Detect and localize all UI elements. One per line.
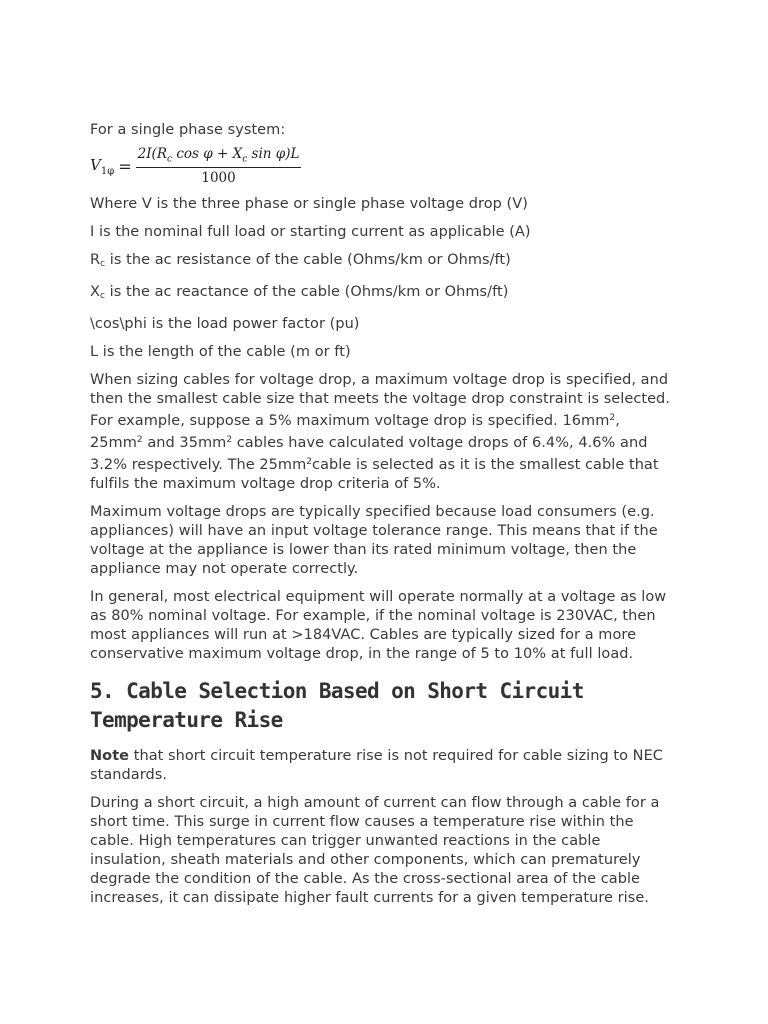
definition-i: I is the nominal full load or starting current as applicable (A) xyxy=(90,224,531,240)
paragraph-nominal-voltage: In general, most electrical equipment will operate normally at a voltage as low as 80% nominal voltage. For example, if the nominal voltage is 230VAC, then most appliances will run at >184VAC. Cables are typically sized for a more conservative maximum voltage drop, in the range of 5 to 10% at full load. xyxy=(90,589,667,662)
note-text: that short circuit temperature rise is not required for cable sizing to NEC standards. xyxy=(90,748,663,783)
para1-part-c: and 35mm xyxy=(142,435,227,451)
formula-equals: = xyxy=(118,156,132,176)
voltage-drop-formula xyxy=(90,144,675,188)
para1-part-a: When sizing cables for voltage drop, a maximum voltage drop is specified, and then the smallest cable size that meets the voltage drop constraint is selected. For example, suppose a 5% maximum voltage drop is specified. 16mm xyxy=(90,372,670,429)
section-heading: 5. Cable Selection Based on Short Circuit Temperature Rise xyxy=(90,679,584,732)
numerator-sub-1: c xyxy=(166,154,173,165)
paragraph-tolerance: Maximum voltage drops are typically specified because load consumers (e.g. appliances) will have an input voltage tolerance range. This means that if the voltage at the appliance is lower than its rated minimum voltage, then the appliance may not operate correctly. xyxy=(90,504,658,577)
formula-fraction xyxy=(136,146,302,186)
formula-denominator: 1000 xyxy=(201,169,236,186)
rc-subscript: c xyxy=(100,259,106,269)
note-label: Note xyxy=(90,748,130,764)
definition-l: L is the length of the cable (m or ft) xyxy=(90,344,351,360)
definition-xc xyxy=(90,283,675,306)
formula-lhs xyxy=(90,156,114,177)
numerator-part-3: sin φ)L xyxy=(247,146,300,163)
para1-sup-3: 2 xyxy=(226,435,233,445)
formula-lhs-symbol: V xyxy=(90,155,101,174)
definition-rc xyxy=(90,251,675,274)
para1-part-b: , 25mm xyxy=(90,413,620,451)
definition-v: Where V is the three phase or single phase voltage drop (V) xyxy=(90,196,528,212)
para1-sup-4: 2 xyxy=(306,457,313,467)
para1-part-e: cable is selected as it is the smallest cable that fulfils the maximum voltage drop criteria of 5%. xyxy=(90,457,659,492)
xc-text: is the ac reactance of the cable (Ohms/km or Ohms/ft) xyxy=(104,284,509,300)
formula-numerator xyxy=(136,146,302,168)
paragraph-note xyxy=(90,747,675,785)
xc-subscript: c xyxy=(99,291,105,301)
para1-sup-1: 2 xyxy=(609,413,616,423)
paragraph-voltage-drop-sizing xyxy=(90,371,675,494)
formula-lhs-subscript: 1φ xyxy=(100,165,115,177)
paragraph-short-circuit: During a short circuit, a high amount of current can flow through a cable for a short time. This surge in current flow causes a temperature rise within the cable. High temperatures can trigger unwanted reactions in the cable insulation, sheath materials and other components, which can prematurely degrade the condition of the cable. As the cross-sectional area of the cable increases, it can dissipate higher fault currents for a given temperature rise. xyxy=(90,795,660,906)
numerator-part-2: cos φ + X xyxy=(172,146,243,163)
numerator-sub-2: c xyxy=(242,154,248,165)
rc-text: is the ac resistance of the cable (Ohms/km or Ohms/ft) xyxy=(105,252,511,268)
numerator-part-1: 2I(R xyxy=(137,146,167,163)
intro-text: For a single phase system: xyxy=(90,122,286,138)
para1-part-d: cables have calculated voltage drops of 6.4%, 4.6% and 3.2% respectively. The 25mm xyxy=(90,435,648,473)
para1-sup-2: 2 xyxy=(136,435,143,445)
rc-symbol: R xyxy=(90,252,101,268)
definition-cos: \cos\phi is the load power factor (pu) xyxy=(90,316,360,332)
xc-symbol: X xyxy=(90,284,100,300)
document-page xyxy=(90,121,675,917)
